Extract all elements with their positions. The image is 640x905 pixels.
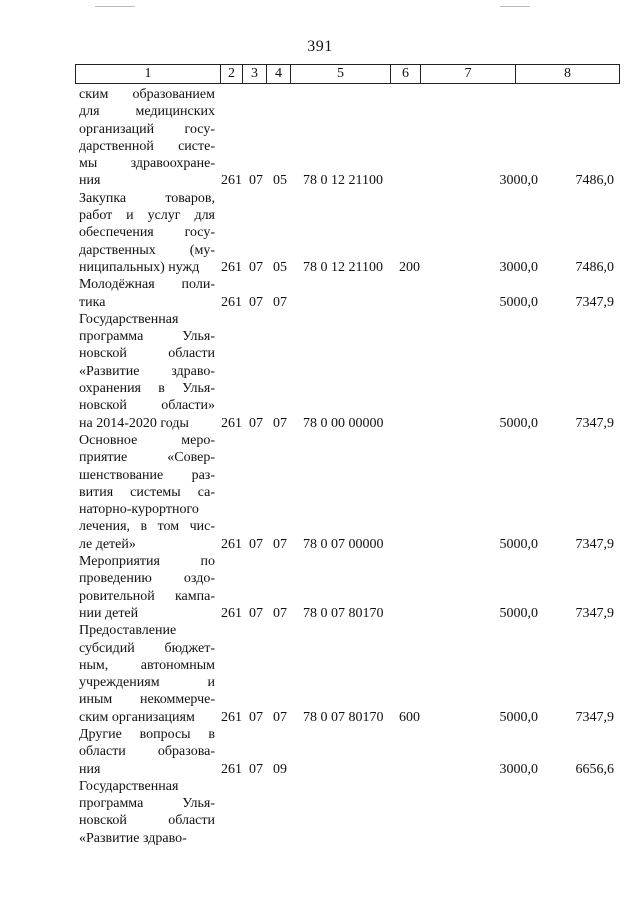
- amount-col-7: 5000,0: [499, 415, 538, 431]
- amount-col-8: 7347,9: [575, 709, 614, 725]
- subsection-code: 07: [273, 605, 287, 621]
- expense-type: 600: [399, 709, 420, 725]
- row-values: [79, 536, 624, 553]
- description-line: для медицинских: [79, 104, 215, 120]
- target-article: 78 0 07 80170: [303, 605, 384, 621]
- description-line: нии детей: [79, 605, 139, 621]
- admin-code: 261: [221, 294, 242, 310]
- description-line: на 2014-2020 годы: [79, 415, 189, 431]
- subsection-code: 07: [273, 294, 287, 310]
- description-line: Предоставление: [79, 623, 177, 639]
- header-col-7: 7: [421, 65, 516, 83]
- description-line: дарственной систе-: [79, 138, 215, 154]
- subsection-code: 07: [273, 709, 287, 725]
- amount-col-8: 7347,9: [575, 536, 614, 552]
- table-header-row: [75, 64, 620, 84]
- description-line: приятие «Совер-: [79, 450, 215, 466]
- section-code: 07: [249, 761, 263, 777]
- header-col-8: 8: [564, 66, 571, 81]
- description-line: новской области»: [79, 398, 215, 414]
- description-line: субсидий бюджет-: [79, 640, 215, 656]
- table-row: [79, 622, 624, 726]
- description-line: Государственная: [79, 778, 179, 794]
- amount-col-8: 7347,9: [575, 605, 614, 621]
- admin-code: 261: [221, 605, 242, 621]
- section-code: 07: [249, 259, 263, 275]
- description-line: новской области: [79, 813, 215, 829]
- table-row: [79, 311, 624, 432]
- description-line: Закупка товаров,: [79, 190, 215, 206]
- target-article: 78 0 12 21100: [303, 173, 383, 189]
- expense-type: 200: [399, 259, 420, 275]
- admin-code: 261: [221, 709, 242, 725]
- target-article: 78 0 07 80170: [303, 709, 384, 725]
- row-values: [79, 172, 624, 189]
- row-values: [79, 259, 624, 276]
- header-col-3: 3: [243, 65, 267, 83]
- description-line: ским организациям: [79, 709, 195, 725]
- subsection-code: 07: [273, 536, 287, 552]
- section-code: 07: [249, 536, 263, 552]
- table-row: [79, 726, 624, 778]
- amount-col-8: 7347,9: [575, 294, 614, 310]
- header-col-2: 2: [221, 65, 243, 83]
- table-row: [79, 86, 624, 190]
- amount-col-7: 5000,0: [499, 605, 538, 621]
- target-article: 78 0 00 00000: [303, 415, 384, 431]
- admin-code: 261: [221, 415, 242, 431]
- description-line: организаций госу-: [79, 121, 215, 137]
- amount-col-8: 6656,6: [575, 761, 614, 777]
- description-line: ния: [79, 761, 101, 777]
- description-line: ле детей»: [79, 536, 136, 552]
- section-code: 07: [249, 709, 263, 725]
- description-line: работ и услуг для: [79, 208, 215, 224]
- amount-col-7: 5000,0: [499, 709, 538, 725]
- description-line: ния: [79, 173, 101, 189]
- description-line: дарственных (му-: [79, 242, 215, 258]
- admin-code: 261: [221, 761, 242, 777]
- target-article: 78 0 07 00000: [303, 536, 384, 552]
- description-line: ным, автономным: [79, 657, 215, 673]
- admin-code: 261: [221, 259, 242, 275]
- row-values: [79, 761, 624, 778]
- row-values: [79, 294, 624, 311]
- row-values: [79, 709, 624, 726]
- description-line: Мероприятия по: [79, 554, 215, 570]
- scan-mark-top-left: [95, 6, 135, 7]
- amount-col-7: 3000,0: [499, 173, 538, 189]
- table-body: [79, 86, 624, 847]
- table-row: [79, 190, 624, 276]
- description-line: лечения, в том чис-: [79, 519, 215, 535]
- description-line: шенствование раз-: [79, 467, 215, 483]
- table-row: [79, 553, 624, 622]
- amount-col-8: 7347,9: [575, 415, 614, 431]
- description-line: иным некоммерче-: [79, 692, 215, 708]
- subsection-code: 05: [273, 259, 287, 275]
- description-line: Основное меро-: [79, 432, 215, 448]
- description-line: Молодёжная поли-: [79, 277, 215, 293]
- description-line: охранения в Улья-: [79, 381, 215, 397]
- description-line: наторно-курортного: [79, 502, 199, 518]
- row-values: [79, 605, 624, 622]
- subsection-code: 05: [273, 173, 287, 189]
- header-col-5: 5: [291, 65, 391, 83]
- header-col-4: 4: [267, 65, 291, 83]
- description-line: «Развитие здраво-: [79, 363, 215, 379]
- scan-mark-top-right: [500, 6, 530, 7]
- description-line: новской области: [79, 346, 215, 362]
- amount-col-8: 7486,0: [575, 173, 614, 189]
- description-line: ниципальных) нужд: [79, 259, 200, 275]
- section-code: 07: [249, 173, 263, 189]
- section-code: 07: [249, 294, 263, 310]
- target-article: 78 0 12 21100: [303, 259, 383, 275]
- amount-col-7: 5000,0: [499, 294, 538, 310]
- description-line: ровительной кампа-: [79, 588, 215, 604]
- description-line: Другие вопросы в: [79, 726, 215, 742]
- description-line: учреждениям и: [79, 675, 215, 691]
- admin-code: 261: [221, 536, 242, 552]
- section-code: 07: [249, 415, 263, 431]
- amount-col-7: 3000,0: [499, 259, 538, 275]
- amount-col-7: 5000,0: [499, 536, 538, 552]
- description-line: обеспечения госу-: [79, 225, 215, 241]
- row-values: [79, 830, 624, 847]
- description-line: Государственная: [79, 311, 179, 327]
- admin-code: 261: [221, 173, 242, 189]
- header-col-1: 1: [76, 65, 221, 83]
- header-col-6: 6: [391, 65, 421, 83]
- amount-col-7: 3000,0: [499, 761, 538, 777]
- description-line: ским образованием: [79, 87, 215, 102]
- description-line: проведению оздо-: [79, 571, 215, 587]
- subsection-code: 07: [273, 415, 287, 431]
- page-number: 391: [307, 38, 333, 55]
- description-line: области образова-: [79, 744, 215, 760]
- description-line: мы здравоохране-: [79, 156, 215, 172]
- table-row: [79, 432, 624, 553]
- description-line: вития системы са-: [79, 484, 215, 500]
- section-code: 07: [249, 605, 263, 621]
- description-line: «Развитие здраво-: [79, 830, 187, 846]
- table-row: [79, 276, 624, 311]
- table-row: [79, 778, 624, 847]
- amount-col-8: 7486,0: [575, 259, 614, 275]
- description-line: программа Улья-: [79, 796, 215, 812]
- row-values: [79, 415, 624, 432]
- subsection-code: 09: [273, 761, 287, 777]
- description-line: тика: [79, 294, 106, 310]
- description-line: программа Улья-: [79, 329, 215, 345]
